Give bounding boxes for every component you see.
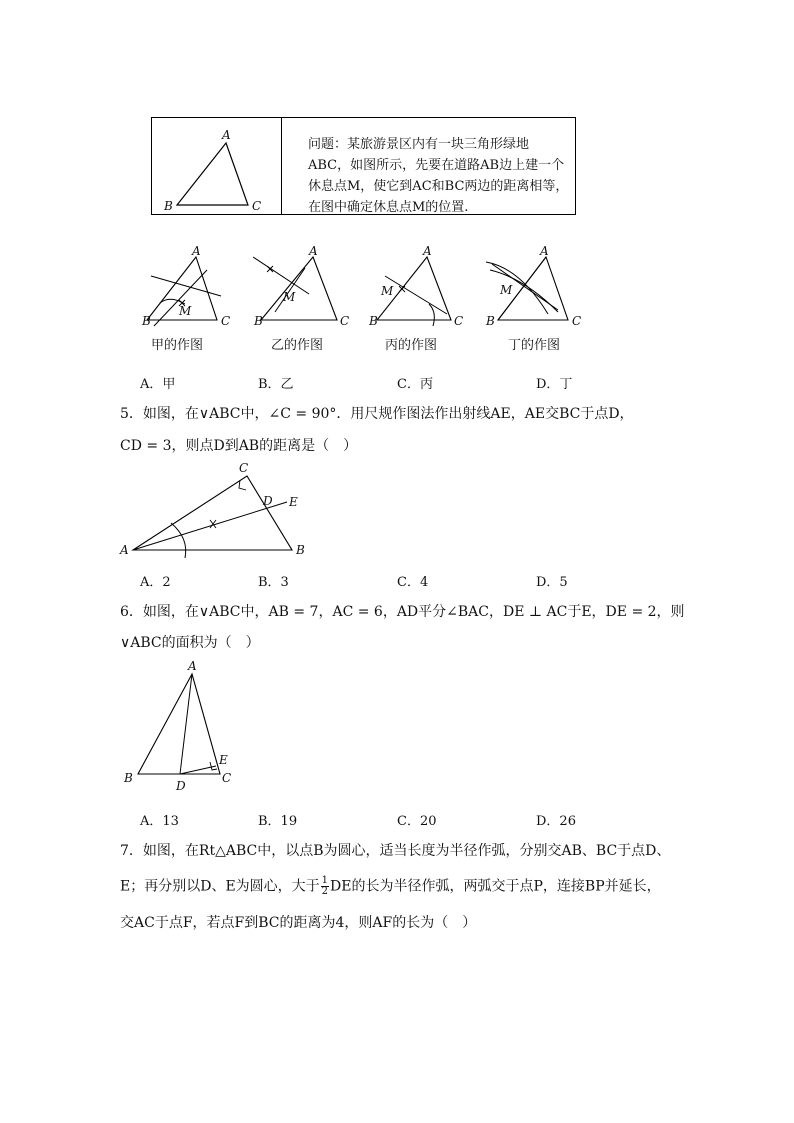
q5-option-c[interactable]: C．4 [397,575,429,590]
svg-text:M: M [500,283,513,297]
q5-line-2: CD = 3，则点D到AB的距离是（ ） [120,438,358,454]
svg-text:A: A [423,244,432,258]
label-b: B [164,199,173,213]
q4-option-b[interactable]: B．乙 [258,377,294,392]
q4-option-a[interactable]: A．甲 [140,377,176,392]
svg-text:B: B [124,771,133,785]
figure-yi [245,240,355,330]
q6-figure [118,658,248,790]
svg-text:C: C [222,771,232,785]
q6-option-c[interactable]: C．20 [397,814,437,829]
svg-text:C: C [454,314,464,328]
q6-option-d[interactable]: D．26 [536,814,576,829]
q4-option-c[interactable]: C．丙 [397,377,433,392]
svg-text:B: B [486,314,495,328]
caption-ding: 丁的作图 [508,338,561,353]
q5-option-b[interactable]: B．3 [258,575,289,590]
figure-bing [365,240,475,330]
q6-line-1: 6．如图，在∨ABC中，AB = 7，AC = 6，AD平分∠BAC，DE ⊥ AC于E，DE = 2，则 [120,604,685,620]
svg-text:C: C [340,314,350,328]
q5-figure [115,460,325,560]
q5-option-d[interactable]: D．5 [536,575,568,590]
problem-text: 问题：某旅游景区内有一块三角形绿地ABC，如图所示，先要在道路AB边上建一个休息点M，使它到AC和BC两边的距离相等，在图中确定休息点M的位置. [308,137,569,215]
q6-line-2: ∨ABC的面积为（ ） [120,635,260,651]
svg-text:C: C [239,461,249,475]
svg-text:M: M [381,284,394,298]
svg-text:A: A [309,244,318,258]
q7-line-2-part-a: E；再分别以D、E为圆心，大于 [120,878,320,895]
q7-line-2-part-b: DE的长为半径作弧，两弧交于点P，连接BP并延长， [330,878,661,895]
q7-line-2 [120,876,661,897]
q4-option-d[interactable]: D．丁 [536,377,573,392]
caption-yi: 乙的作图 [271,338,324,353]
label-c: C [252,199,262,213]
q7-line-1: 7．如图，在Rt△ABC中，以点B为圆心，适当长度为半径作弧，分别交AB、BC于点D、 [120,843,671,859]
q6-option-b[interactable]: B．19 [258,814,298,829]
svg-text:M: M [283,290,296,304]
svg-text:B: B [296,543,305,557]
svg-text:E: E [289,495,298,509]
label-a: A [222,128,231,142]
one-half-fraction: $\frac{1}{2}$ [321,875,329,897]
svg-text:C: C [572,314,582,328]
box-divider [281,118,282,214]
svg-text:D: D [176,779,186,790]
svg-text:A: A [120,543,129,557]
q6-option-a[interactable]: A．13 [140,814,179,829]
figure-ding [480,240,590,330]
svg-text:A: A [192,244,201,258]
svg-text:B: B [369,314,378,328]
q5-line-1: 5．如图，在∨ABC中，∠C = 90°．用尺规作图法作出射线AE，AE交BC于点D， [120,406,634,422]
caption-jia: 甲的作图 [151,338,204,353]
q7-line-3: 交AC于点F，若点F到BC的距离为4，则AF的长为（ ） [120,915,477,931]
svg-text:A: A [188,659,197,673]
svg-text:C: C [221,314,231,328]
svg-text:A: A [540,244,549,258]
svg-text:B: B [142,314,151,328]
svg-text:E: E [219,753,228,767]
caption-bing: 丙的作图 [385,338,438,353]
svg-text:B: B [254,314,263,328]
q5-option-a[interactable]: A．2 [140,575,171,590]
figure-jia [125,240,235,330]
svg-text:D: D [263,494,273,508]
box-triangle-figure [151,117,281,215]
svg-text:M: M [179,304,192,318]
